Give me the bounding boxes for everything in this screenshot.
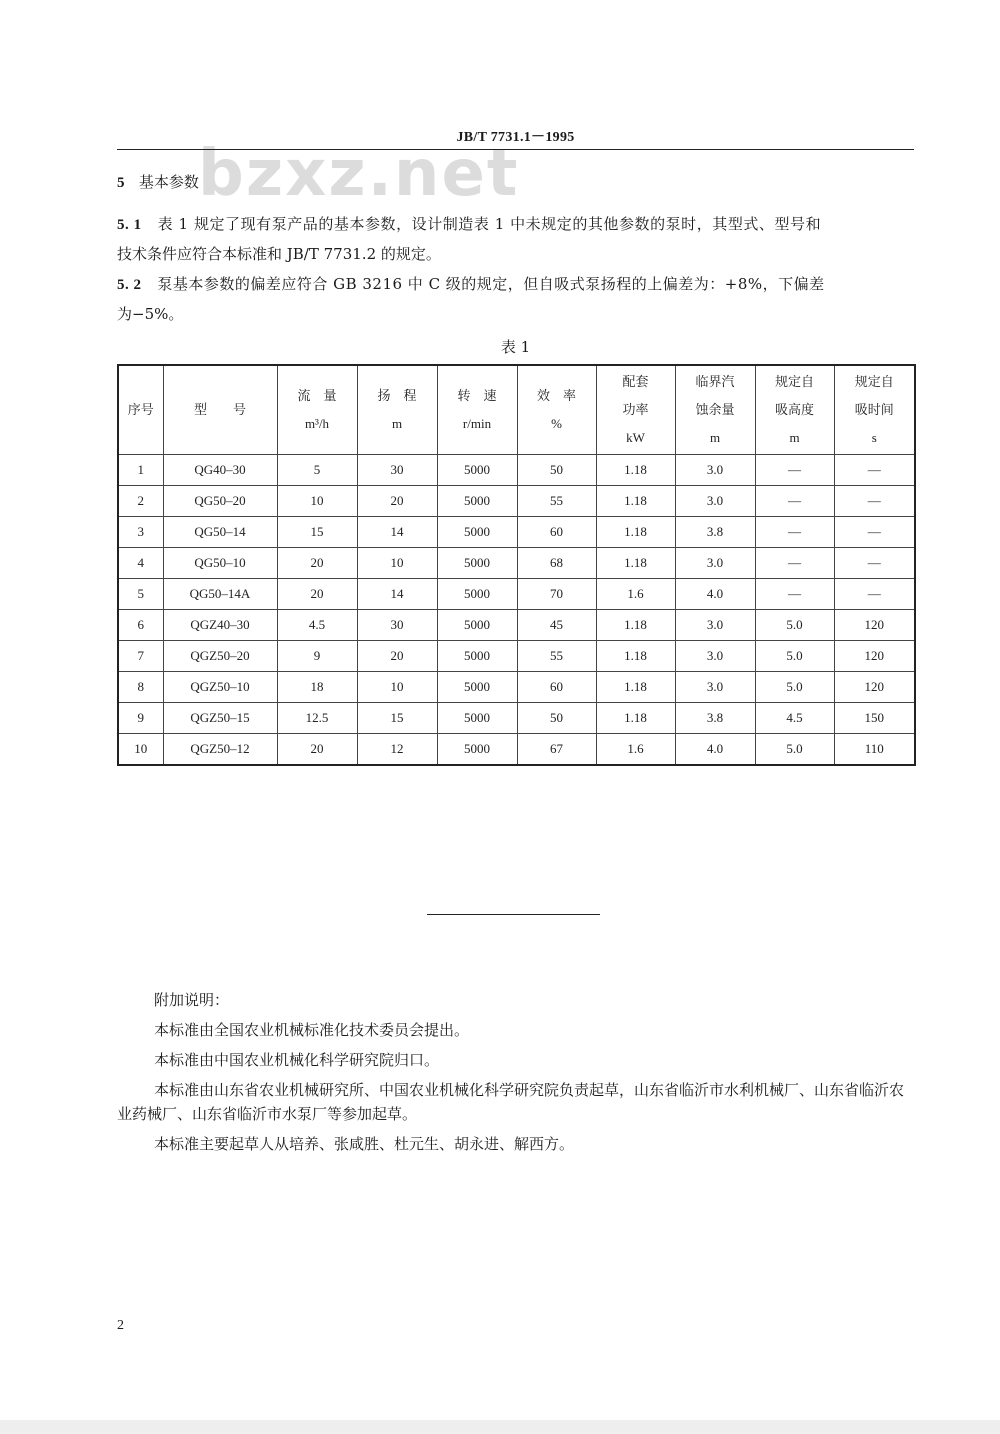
table-row	[118, 734, 915, 766]
table-cell: —	[755, 548, 834, 579]
note-item: 本标准由全国农业机械标准化技术委员会提出。	[154, 1021, 470, 1039]
table-cell: —	[834, 579, 915, 610]
table-cell: 1.18	[596, 672, 675, 703]
table-cell: —	[755, 486, 834, 517]
table-header-row	[118, 365, 915, 455]
table-cell: —	[834, 548, 915, 579]
table-cell: 12.5	[277, 703, 357, 734]
end-rule	[427, 914, 600, 915]
table-cell: QG50–14	[163, 517, 277, 548]
column-header-line: 型 号	[193, 402, 246, 417]
clause-5-1-line-2: 技术条件应符合本标准和 JB/T 7731.2 的规定。	[117, 245, 441, 263]
table-cell: 10	[277, 486, 357, 517]
table-cell: 45	[517, 610, 596, 641]
table-row	[118, 672, 915, 703]
table-cell: 5000	[437, 579, 517, 610]
table-cell: 15	[357, 703, 437, 734]
column-header	[437, 365, 517, 455]
table-cell: 1.18	[596, 455, 675, 486]
clause-5-1-line-1	[117, 212, 914, 237]
table-row	[118, 703, 915, 734]
table-cell: 50	[517, 455, 596, 486]
table-cell: 9	[118, 703, 163, 734]
table-cell: 5000	[437, 548, 517, 579]
column-header-line: kW	[626, 430, 645, 445]
column-header	[834, 365, 915, 455]
table-cell: 30	[357, 610, 437, 641]
table-cell: 5.0	[755, 672, 834, 703]
column-header-line: m³/h	[304, 416, 330, 431]
table-cell: 3.0	[675, 548, 755, 579]
note-item: 本标准由山东省农业机械研究所、中国农业机械化科学研究院负责起草，山东省临沂市水利机械厂、山东省临沂农业药械厂、山东省临沂市水泵厂等参加起草。	[117, 1081, 905, 1123]
table-cell: 3.8	[675, 703, 755, 734]
table-cell: 1	[118, 455, 163, 486]
table-cell: 5000	[437, 641, 517, 672]
table-cell: 5.0	[755, 610, 834, 641]
column-header	[675, 365, 755, 455]
table-cell: 3.0	[675, 455, 755, 486]
section-title: 基本参数	[138, 173, 199, 191]
column-header-line: %	[551, 416, 562, 431]
table-cell: 120	[834, 672, 915, 703]
note-item: 本标准由中国农业机械化科学研究院归口。	[154, 1051, 440, 1069]
table-row	[118, 486, 915, 517]
table-cell: 20	[277, 548, 357, 579]
table-cell: 120	[834, 641, 915, 672]
table-cell: 30	[357, 455, 437, 486]
column-header-line: 规定自	[774, 374, 814, 389]
column-header-line: 配套	[622, 374, 649, 389]
column-header-line: 吸时间	[854, 402, 894, 417]
table-cell: 1.6	[596, 579, 675, 610]
table-cell: 3.0	[675, 486, 755, 517]
table-cell: 5000	[437, 734, 517, 766]
column-header-line: 扬 程	[377, 388, 417, 403]
column-header-line: 转 速	[457, 388, 497, 403]
table-row	[118, 517, 915, 548]
table-cell: QG50–14A	[163, 579, 277, 610]
table-row	[118, 579, 915, 610]
notes-heading: 附加说明：	[154, 991, 230, 1009]
table-cell: 4.0	[675, 579, 755, 610]
clause-5-2-line-2: 为−5%。	[117, 305, 184, 323]
table-cell: 10	[357, 548, 437, 579]
column-header	[517, 365, 596, 455]
table-cell: —	[755, 455, 834, 486]
table-cell: 50	[517, 703, 596, 734]
table-cell: 5000	[437, 486, 517, 517]
table-cell: 4	[118, 548, 163, 579]
table-cell: 5	[277, 455, 357, 486]
table-cell: 20	[277, 734, 357, 766]
table-cell: 14	[357, 517, 437, 548]
pump-parameters-table	[117, 364, 916, 766]
table-cell: 3.0	[675, 641, 755, 672]
standard-code-header: JB/T 7731.1－1995	[456, 130, 575, 145]
section-number: 5	[117, 175, 125, 191]
table-cell: —	[834, 455, 915, 486]
table-cell: 60	[517, 517, 596, 548]
table-cell: 8	[118, 672, 163, 703]
table-cell: 15	[277, 517, 357, 548]
watermark: bzxz.net	[198, 137, 520, 211]
table-cell: 10	[118, 734, 163, 766]
clause-number: 5. 2	[117, 277, 142, 293]
table-cell: 3.8	[675, 517, 755, 548]
column-header-line: m	[789, 430, 800, 445]
clause-text: 泵基本参数的偏差应符合 GB 3216 中 C 级的规定，但自吸式泵扬程的上偏差为：+8%，下偏差	[157, 275, 825, 293]
table-cell: 5000	[437, 703, 517, 734]
column-header	[596, 365, 675, 455]
table-row	[118, 641, 915, 672]
table-cell: 14	[357, 579, 437, 610]
table-cell: —	[834, 486, 915, 517]
table-cell: QG50–10	[163, 548, 277, 579]
table-cell: —	[755, 579, 834, 610]
column-header-line: s	[871, 430, 877, 445]
header-rule	[117, 149, 914, 150]
clause-text: 表 1 规定了现有泵产品的基本参数，设计制造表 1 中未规定的其他参数的泵时，其型式、型号和	[157, 215, 822, 233]
table-cell: 18	[277, 672, 357, 703]
table-cell: 70	[517, 579, 596, 610]
column-header-line: 序号	[127, 402, 154, 417]
table-cell: QG50–20	[163, 486, 277, 517]
table-cell: 2	[118, 486, 163, 517]
column-header	[118, 365, 163, 455]
column-header	[357, 365, 437, 455]
table-cell: QGZ50–15	[163, 703, 277, 734]
table-cell: 55	[517, 641, 596, 672]
column-header-line: 蚀余量	[695, 402, 735, 417]
column-header-line: 吸高度	[774, 402, 814, 417]
table-cell: 5.0	[755, 641, 834, 672]
column-header	[163, 365, 277, 455]
table-cell: QGZ40–30	[163, 610, 277, 641]
table-cell: 6	[118, 610, 163, 641]
table-cell: 60	[517, 672, 596, 703]
table-cell: 4.5	[755, 703, 834, 734]
column-header-line: 流 量	[297, 388, 337, 403]
table-cell: 1.18	[596, 548, 675, 579]
table-cell: 20	[357, 641, 437, 672]
table-cell: 20	[357, 486, 437, 517]
table-cell: 5.0	[755, 734, 834, 766]
column-header-line: r/min	[462, 416, 492, 431]
column-header-line: m	[709, 430, 721, 445]
table-cell: 1.18	[596, 486, 675, 517]
clause-number: 5. 1	[117, 217, 142, 233]
column-header	[277, 365, 357, 455]
table-cell: 3.0	[675, 610, 755, 641]
table-row	[118, 610, 915, 641]
column-header	[755, 365, 834, 455]
table-cell: 1.18	[596, 610, 675, 641]
table-cell: 1.18	[596, 641, 675, 672]
column-header-line: 效 率	[536, 388, 576, 403]
table-caption: 表 1	[500, 338, 531, 356]
table-body	[118, 455, 915, 766]
column-header-line: m	[391, 416, 403, 431]
table-cell: 9	[277, 641, 357, 672]
table-cell: 1.6	[596, 734, 675, 766]
note-item: 本标准主要起草人从培养、张咸胜、杜元生、胡永进、解西方。	[154, 1135, 575, 1153]
table-cell: 1.18	[596, 703, 675, 734]
table-cell: 68	[517, 548, 596, 579]
section-heading	[117, 170, 199, 195]
table-row	[118, 455, 915, 486]
table-row	[118, 548, 915, 579]
table-cell: QGZ50–10	[163, 672, 277, 703]
table-cell: 150	[834, 703, 915, 734]
additional-notes	[117, 988, 914, 1162]
table-cell: 55	[517, 486, 596, 517]
table-cell: 12	[357, 734, 437, 766]
table-cell: —	[755, 517, 834, 548]
table-cell: 5000	[437, 610, 517, 641]
column-header-line: 功率	[622, 402, 649, 417]
table-cell: 5000	[437, 517, 517, 548]
table-cell: QGZ50–12	[163, 734, 277, 766]
table-cell: 10	[357, 672, 437, 703]
viewer-bottom-edge	[0, 1420, 1000, 1434]
table-cell: 7	[118, 641, 163, 672]
column-header-line: 临界汽	[695, 374, 735, 389]
table-cell: 3	[118, 517, 163, 548]
table-cell: 3.0	[675, 672, 755, 703]
table-cell: 20	[277, 579, 357, 610]
column-header-line: 规定自	[854, 374, 894, 389]
table-cell: QGZ50–20	[163, 641, 277, 672]
table-cell: 110	[834, 734, 915, 766]
table-cell: —	[834, 517, 915, 548]
table-cell: 1.18	[596, 517, 675, 548]
table-cell: 120	[834, 610, 915, 641]
clause-5-2-line-1	[117, 272, 914, 297]
table-cell: 67	[517, 734, 596, 766]
table-cell: 5	[118, 579, 163, 610]
table-cell: 4.0	[675, 734, 755, 766]
table-cell: 5000	[437, 455, 517, 486]
table-cell: QG40–30	[163, 455, 277, 486]
page-number: 2	[117, 1318, 124, 1333]
table-cell: 5000	[437, 672, 517, 703]
table-cell: 4.5	[277, 610, 357, 641]
